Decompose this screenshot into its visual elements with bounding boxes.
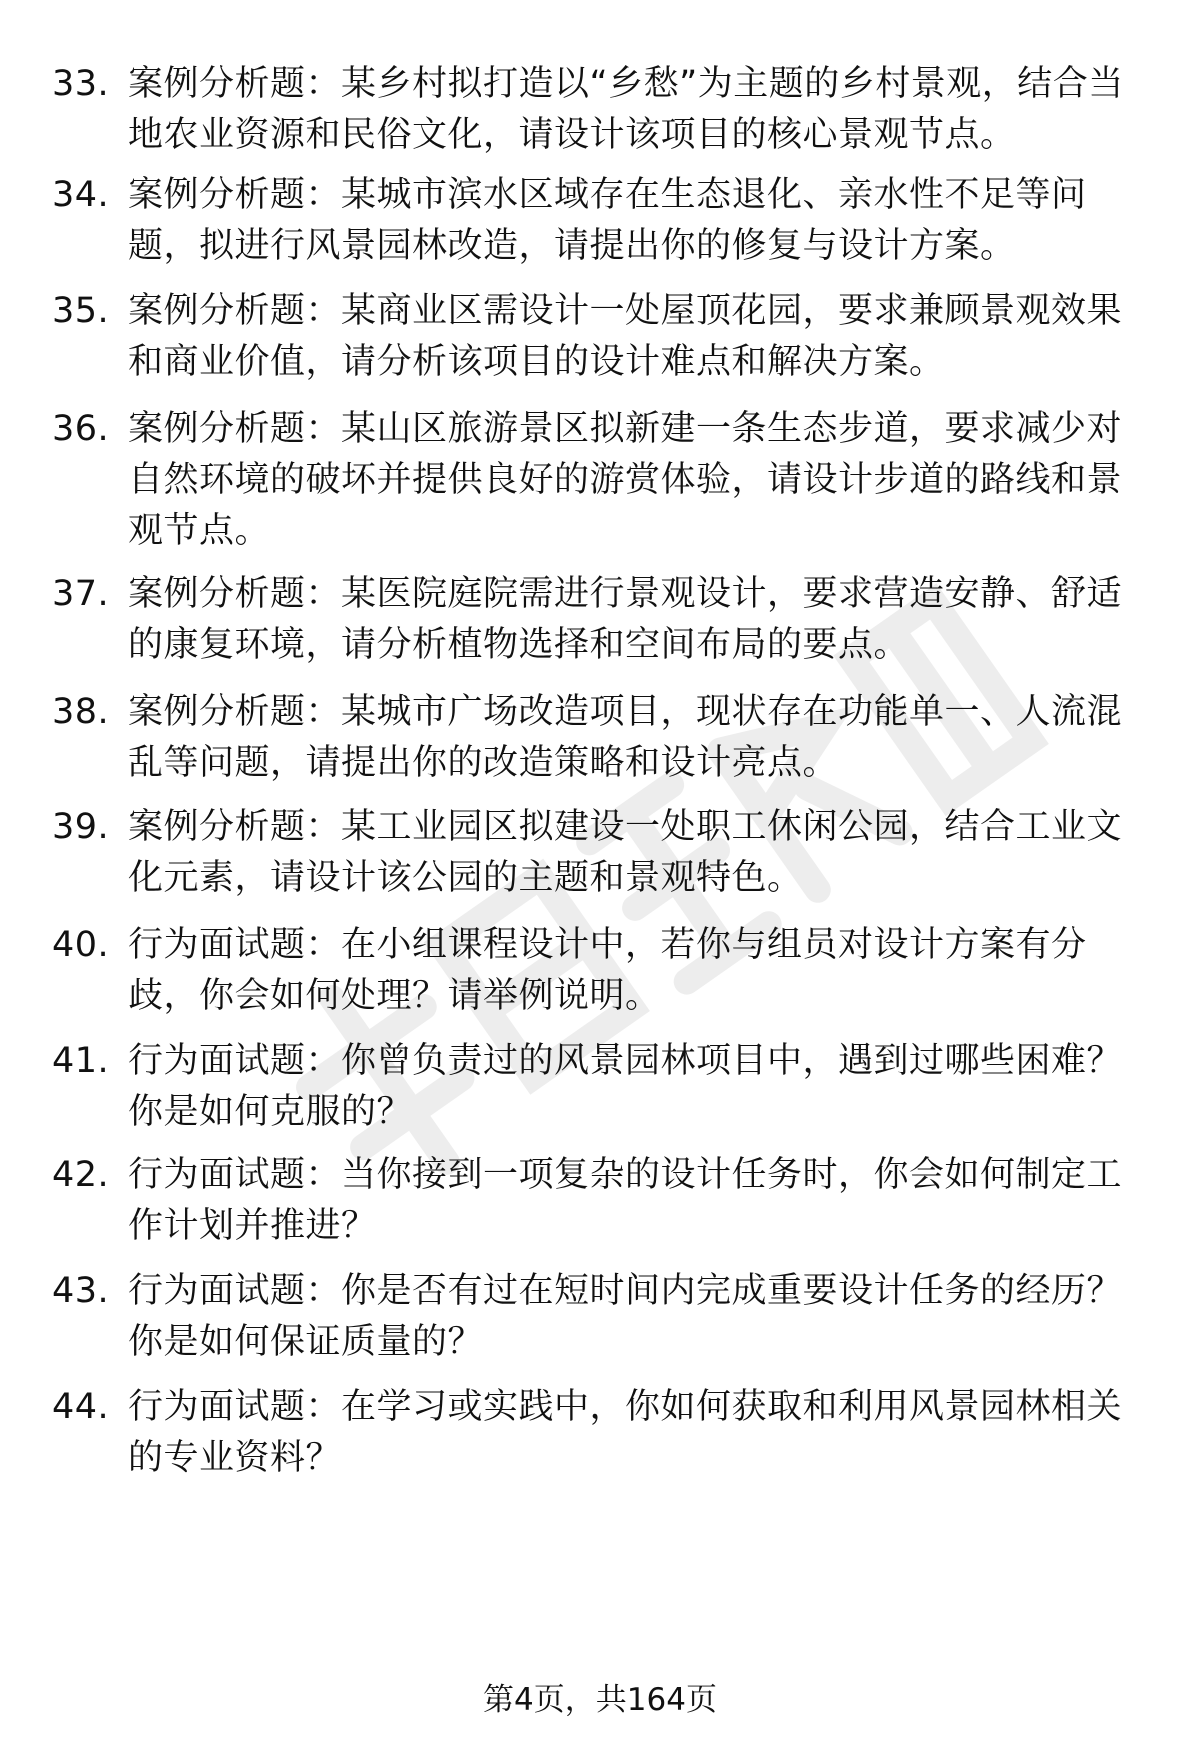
question-text: 案例分析题：某商业区需设计一处屋顶花园，要求兼顾景观效果和商业价值，请分析该项目的设计难点和解决方案。: [128, 291, 1123, 382]
question-number: 43.: [52, 1271, 110, 1311]
question-number: 35.: [52, 291, 110, 331]
question-text: 案例分析题：某工业园区拟建设一处职工休闲公园，结合工业文化元素，请设计该公园的主题和景观特色。: [128, 807, 1123, 898]
question-item: [52, 286, 1152, 388]
question-text: 案例分析题：某医院庭院需进行景观设计，要求营造安静、舒适的康复环境，请分析植物选择和空间布局的要点。: [128, 574, 1123, 665]
question-item: [52, 404, 1152, 557]
question-number: 37.: [52, 574, 110, 614]
question-text: 行为面试题：在学习或实践中，你如何获取和利用风景园林相关的专业资料？: [128, 1387, 1123, 1478]
question-number: 44.: [52, 1387, 110, 1427]
question-text: 案例分析题：某乡村拟打造以“乡愁”为主题的乡村景观，结合当地农业资源和民俗文化，请设计该项目的核心景观节点。: [128, 64, 1124, 155]
question-text: 行为面试题：你是否有过在短时间内完成重要设计任务的经历？你是如何保证质量的？: [128, 1271, 1123, 1362]
question-number: 38.: [52, 692, 110, 732]
question-text: 案例分析题：某城市滨水区域存在生态退化、亲水性不足等问题，拟进行风景园林改造，请提出你的修复与设计方案。: [128, 175, 1087, 266]
question-number: 33.: [52, 64, 110, 104]
question-number: 39.: [52, 807, 110, 847]
question-number: 41.: [52, 1041, 110, 1081]
question-text: 案例分析题：某山区旅游景区拟新建一条生态步道，要求减少对自然环境的破坏并提供良好的游赏体验，请设计步道的路线和景观节点。: [128, 409, 1123, 551]
question-item: [52, 1266, 1152, 1368]
question-text: 行为面试题：在小组课程设计中，若你与组员对设计方案有分歧，你会如何处理？请举例说明。: [128, 925, 1087, 1016]
question-item: [52, 687, 1152, 789]
question-text: 行为面试题：你曾负责过的风景园林项目中，遇到过哪些困难？你是如何克服的？: [128, 1041, 1123, 1132]
question-text: 案例分析题：某城市广场改造项目，现状存在功能单一、人流混乱等问题，请提出你的改造策略和设计亮点。: [128, 692, 1123, 783]
question-number: 34.: [52, 175, 110, 215]
question-item: [52, 1150, 1152, 1252]
question-item: [52, 59, 1152, 161]
question-number: 42.: [52, 1155, 110, 1195]
question-item: [52, 1036, 1152, 1138]
question-item: [52, 920, 1152, 1022]
question-item: [52, 802, 1152, 904]
question-item: [52, 569, 1152, 671]
question-text: 行为面试题：当你接到一项复杂的设计任务时，你会如何制定工作计划并推进？: [128, 1155, 1123, 1246]
question-number: 40.: [52, 925, 110, 965]
question-number: 36.: [52, 409, 110, 449]
page-footer: 第4页，共164页: [483, 1682, 717, 1718]
question-item: [52, 1382, 1152, 1484]
question-item: [52, 170, 1152, 272]
